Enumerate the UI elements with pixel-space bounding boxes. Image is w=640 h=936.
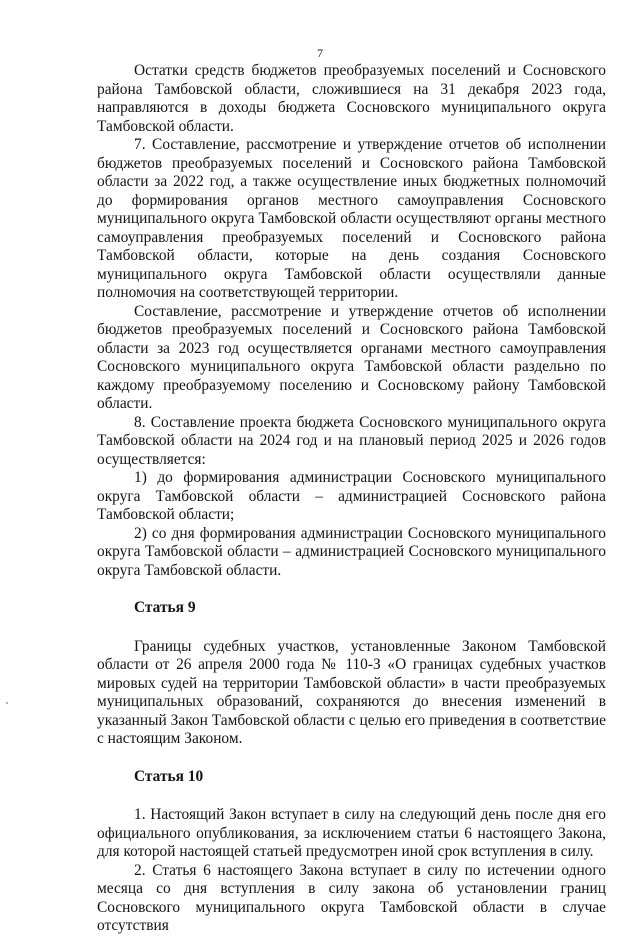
paragraph-budget-remainders: Остатки средств бюджетов преобразуемых поселений и Сосновского района Тамбовской области, сложившиеся на 31 декабря 2023 года, направляются в доходы бюджета Сосновского муниципального округа Тамбовской области. [97, 62, 606, 135]
paragraph-item-8: 8. Составление проекта бюджета Сосновского муниципального округа Тамбовской области на 2024 год и на плановый период 2025 и 2026 годов осуществляется: [97, 413, 606, 468]
page-number: 7 [317, 46, 323, 60]
paragraph-item-8-sub-2: 2) со дня формирования администрации Сосновского муниципального округа Тамбовской области – администрацией Сосновского муниципального округа Тамбовской области. [97, 524, 606, 579]
paragraph-item-7: 7. Составление, рассмотрение и утверждение отчетов об исполнении бюджетов преобразуемых поселений и Сосновского района Тамбовской области за 2022 год, а также осуществление иных бюджетных полномочий до формирования органов местного самоуправления Сосновского муниципального округа Тамбовской области осуществляют органы местного самоуправления преобразуемых поселений и Сосновского района Тамбовской области, которые на день создания Сосновского муниципального округа Тамбовской области осуществляли данные полномочия на соответствующей территории. [97, 136, 606, 301]
article-9-text: Границы судебных участков, установленные Законом Тамбовской области от 26 апреля 2000 года № 110-З «О границах судебных участков мировых судей на территории Тамбовской области» в части преобразуемых муниципальных образований, сохраняются до внесения изменений в указанный Закон Тамбовской области с целью его приведения в соответствие с настоящим Законом. [97, 637, 606, 747]
article-10-item-2: 2. Статья 6 настоящего Закона вступает в силу по истечении одного месяца со дня вступления в силу закона об установлении границ Сосновского муниципального округа Тамбовской области в случае отсутствия [97, 861, 606, 934]
article-9-heading: Статья 9 [134, 599, 196, 616]
document-body [97, 62, 606, 936]
scan-speck [6, 702, 8, 704]
article-10-item-1: 1. Настоящий Закон вступает в силу на следующий день после дня его официального опубликования, за исключением статьи 6 настоящего Закона, для которой настоящей статьей предусмотрен иной срок вступления в силу. [97, 806, 606, 860]
article-10-heading: Статья 10 [134, 767, 204, 785]
paragraph-item-8-sub-1: 1) до формирования администрации Сосновского муниципального округа Тамбовской области – администрацией Сосновского района Тамбовской области; [97, 469, 606, 523]
paragraph-reports-2023: Составление, рассмотрение и утверждение отчетов об исполнении бюджетов преобразуемых поселений и Сосновского района Тамбовской области за 2023 год осуществляется органами местного самоуправления Сосновского муниципального округа Тамбовской области раздельно по каждому преобразуемому поселению и Сосновскому району Тамбовской области. [97, 302, 606, 412]
